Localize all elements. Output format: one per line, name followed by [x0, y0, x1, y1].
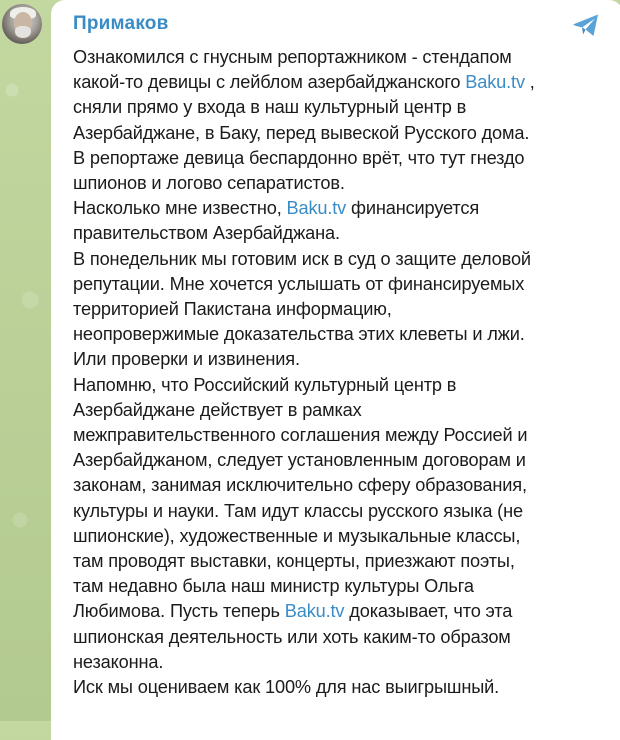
- message-text-segment: там недавно была наш министр культуры Ольга: [73, 576, 474, 597]
- message-text-segment: Азербайджаном, следует установленным договорам и: [73, 450, 526, 471]
- message-line: [73, 499, 609, 524]
- message-text-segment: Азербайджане, в Баку, перед вывеской Русского дома.: [73, 122, 530, 143]
- message-text-segment: шпионская деятельность или хоть каким-то образом: [73, 626, 511, 647]
- message-text-segment: Напомню, что Российский культурный центр в: [73, 374, 457, 395]
- message-line: [73, 549, 609, 574]
- author-name[interactable]: Примаков: [73, 13, 169, 34]
- message-text-segment: правительством Азербайджана.: [73, 223, 340, 244]
- message-line: [73, 373, 609, 398]
- message-line: [73, 95, 609, 120]
- message-text-segment: В репортаже девица беспардонно врёт, что тут гнездо: [73, 147, 525, 168]
- message-line: [73, 247, 609, 272]
- message-text: [73, 45, 609, 700]
- baku-tv-link[interactable]: Baku.tv: [286, 198, 347, 219]
- message-line: [73, 524, 609, 549]
- message-line: [73, 675, 609, 700]
- message-line: [73, 574, 609, 599]
- message-line: [73, 599, 609, 624]
- message-text-segment: межправительственного соглашения между Россией и: [73, 425, 528, 446]
- message-text-segment: Ознакомился с гнусным репортажником - стендапом: [73, 47, 512, 67]
- message-text-segment: там проводят выставки, концерты, приезжают поэты,: [73, 551, 515, 572]
- baku-tv-link[interactable]: Baku.tv: [284, 601, 345, 622]
- message-text-segment: Азербайджане действует в рамках: [73, 399, 362, 420]
- message-text-segment: Любимова. Пусть теперь: [73, 601, 285, 622]
- message-text-segment: незаконна.: [73, 651, 164, 672]
- message-text-segment: сняли прямо у входа в наш культурный центр в: [73, 97, 467, 118]
- message-line: [73, 473, 609, 498]
- message-line: [73, 70, 609, 95]
- message-line: [73, 448, 609, 473]
- message-line: [73, 196, 609, 221]
- message-line: [73, 272, 609, 297]
- message-line: [73, 221, 609, 246]
- message-line: [73, 121, 609, 146]
- message-text-segment: неопровержимые доказательства этих клеветы и лжи.: [73, 324, 525, 345]
- message-text-segment: репутации. Мне хочется услышать от финансируемых: [73, 273, 525, 294]
- message-text-segment: законам, занимая исключительно сферу образования,: [73, 475, 527, 496]
- message-line: [73, 650, 609, 675]
- message-line: [73, 322, 609, 347]
- author-avatar[interactable]: [2, 4, 42, 44]
- message-text-segment: доказывает, что эта: [344, 601, 513, 622]
- message-text-segment: Насколько мне известно,: [73, 198, 287, 219]
- message-text-segment: Или проверки и извинения.: [73, 349, 300, 370]
- message-line: [73, 45, 609, 70]
- message-bubble: [51, 0, 620, 740]
- message-text-segment: шпионов и логово сепаратистов.: [73, 173, 345, 194]
- baku-tv-link[interactable]: Baku.tv: [465, 72, 525, 93]
- message-text-segment: какой-то девицы с лейблом азербайджанского: [73, 72, 466, 93]
- message-text-segment: финансируется: [346, 198, 480, 219]
- message-text-segment: территорией Пакистана информацию,: [73, 299, 392, 320]
- avatar-beard: [15, 26, 31, 38]
- message-line: [73, 398, 609, 423]
- message-text-segment: шпионские), художественные и музыкальные классы,: [73, 525, 521, 546]
- message-text-segment: Иск мы оцениваем как 100% для нас выигрышный.: [73, 677, 500, 698]
- message-text-segment: культуры и науки. Там идут классы русского языка (не: [73, 500, 523, 521]
- message-line: [73, 146, 609, 171]
- message-line: [73, 297, 609, 322]
- message-line: [73, 171, 609, 196]
- message-text-segment: В понедельник мы готовим иск в суд о защите деловой: [73, 248, 531, 269]
- message-text-segment: ,: [524, 72, 535, 93]
- telegram-share-icon[interactable]: [571, 12, 601, 38]
- message-line: [73, 625, 609, 650]
- message-line: [73, 423, 609, 448]
- message-line: [73, 347, 609, 372]
